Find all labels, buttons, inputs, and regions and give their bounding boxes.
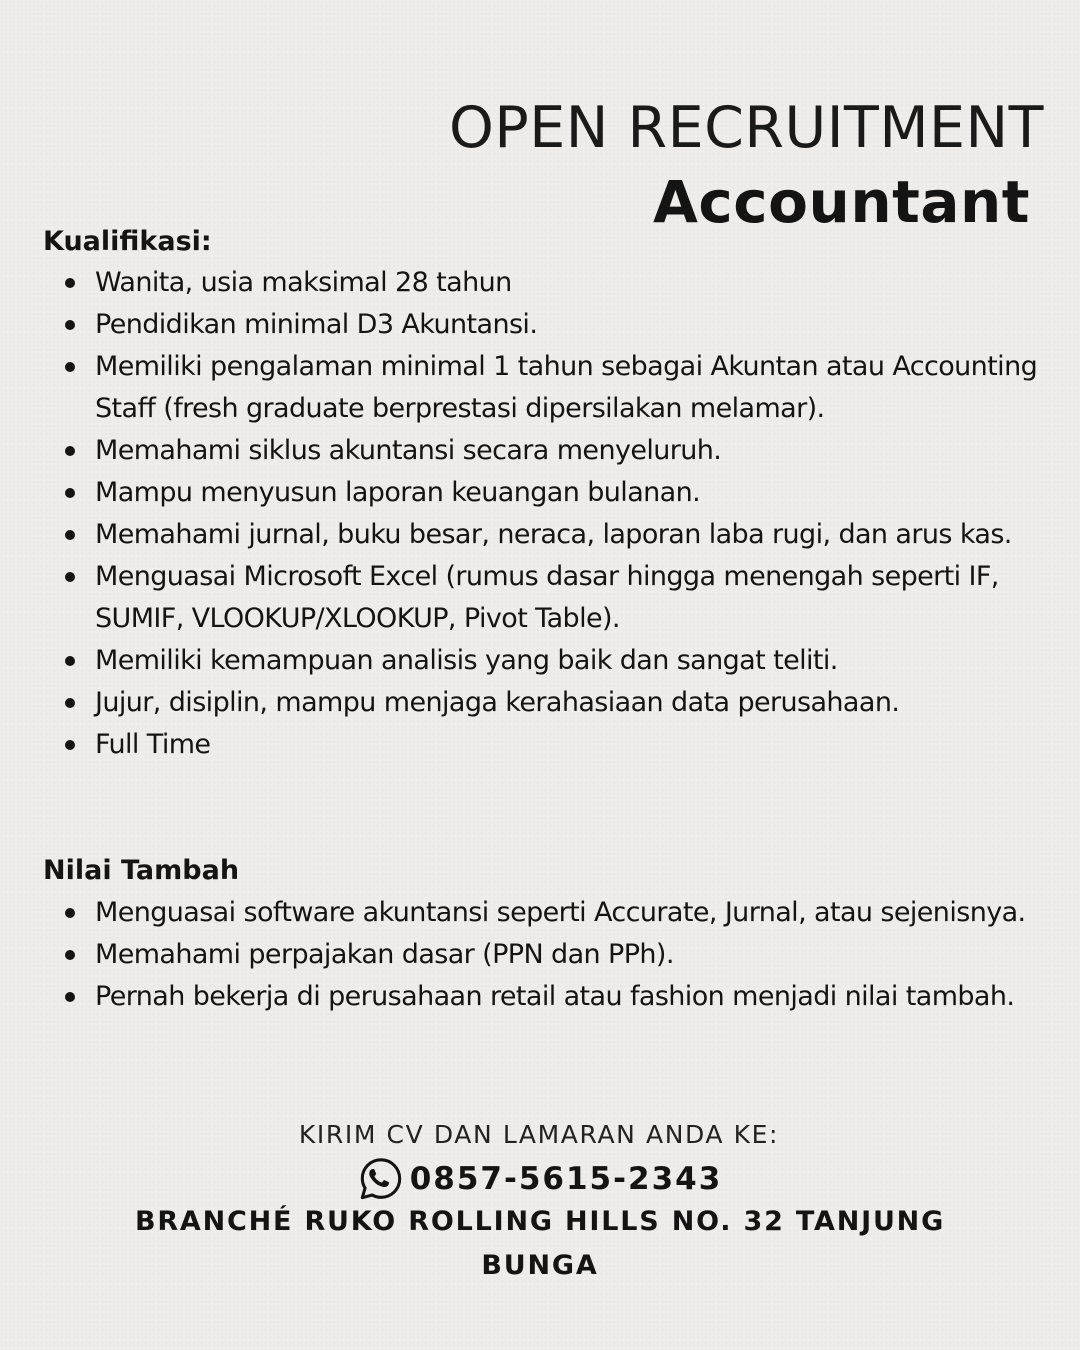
list-item: Memahami siklus akuntansi secara menyeluruh. — [0, 430, 1080, 472]
list-item: Full Time — [0, 724, 1080, 766]
list-item: Memahami jurnal, buku besar, neraca, laporan laba rugi, dan arus kas. — [0, 514, 1080, 556]
list-item: Menguasai Microsoft Excel (rumus dasar hingga menengah seperti IF, SUMIF, VLOOKUP/XLOOKUP, Pivot Table). — [0, 556, 1080, 640]
kualifikasi-heading: Kualifikasi: — [43, 226, 212, 257]
send-cv-instruction: KIRIM CV DAN LAMARAN ANDA KE: — [298, 1120, 780, 1149]
list-item: Pendidikan minimal D3 Akuntansi. — [0, 304, 1080, 346]
nilai-tambah-heading: Nilai Tambah — [43, 855, 240, 886]
list-item: Wanita, usia maksimal 28 tahun — [0, 262, 1080, 304]
position-title: Accountant — [653, 168, 1030, 236]
phone-number: 0857-5615-2343 — [409, 1161, 723, 1197]
list-item: Mampu menyusun laporan keuangan bulanan. — [0, 472, 1080, 514]
list-item: Memiliki pengalaman minimal 1 tahun sebagai Akuntan atau Accounting Staff (fresh graduate berprestasi dipersilakan melamar). — [0, 346, 1080, 430]
poster-title: OPEN RECRUITMENT — [448, 95, 1044, 161]
nilai-tambah-list — [0, 892, 1080, 1018]
list-item: Menguasai software akuntansi seperti Accurate, Jurnal, atau sejenisnya. — [0, 892, 1080, 934]
list-item: Memiliki kemampuan analisis yang baik dan sangat teliti. — [0, 640, 1080, 682]
whatsapp-icon — [358, 1156, 404, 1202]
kualifikasi-list — [0, 262, 1080, 766]
list-item: Memahami perpajakan dasar (PPN dan PPh). — [0, 934, 1080, 976]
list-item: Jujur, disiplin, mampu menjaga kerahasiaan data perusahaan. — [0, 682, 1080, 724]
address: BRANCHÉ RUKO ROLLING HILLS NO. 32 TANJUNG BUNGA — [134, 1206, 946, 1281]
list-item: Pernah bekerja di perusahaan retail atau fashion menjadi nilai tambah. — [0, 976, 1080, 1018]
phone-row — [0, 1155, 1080, 1203]
